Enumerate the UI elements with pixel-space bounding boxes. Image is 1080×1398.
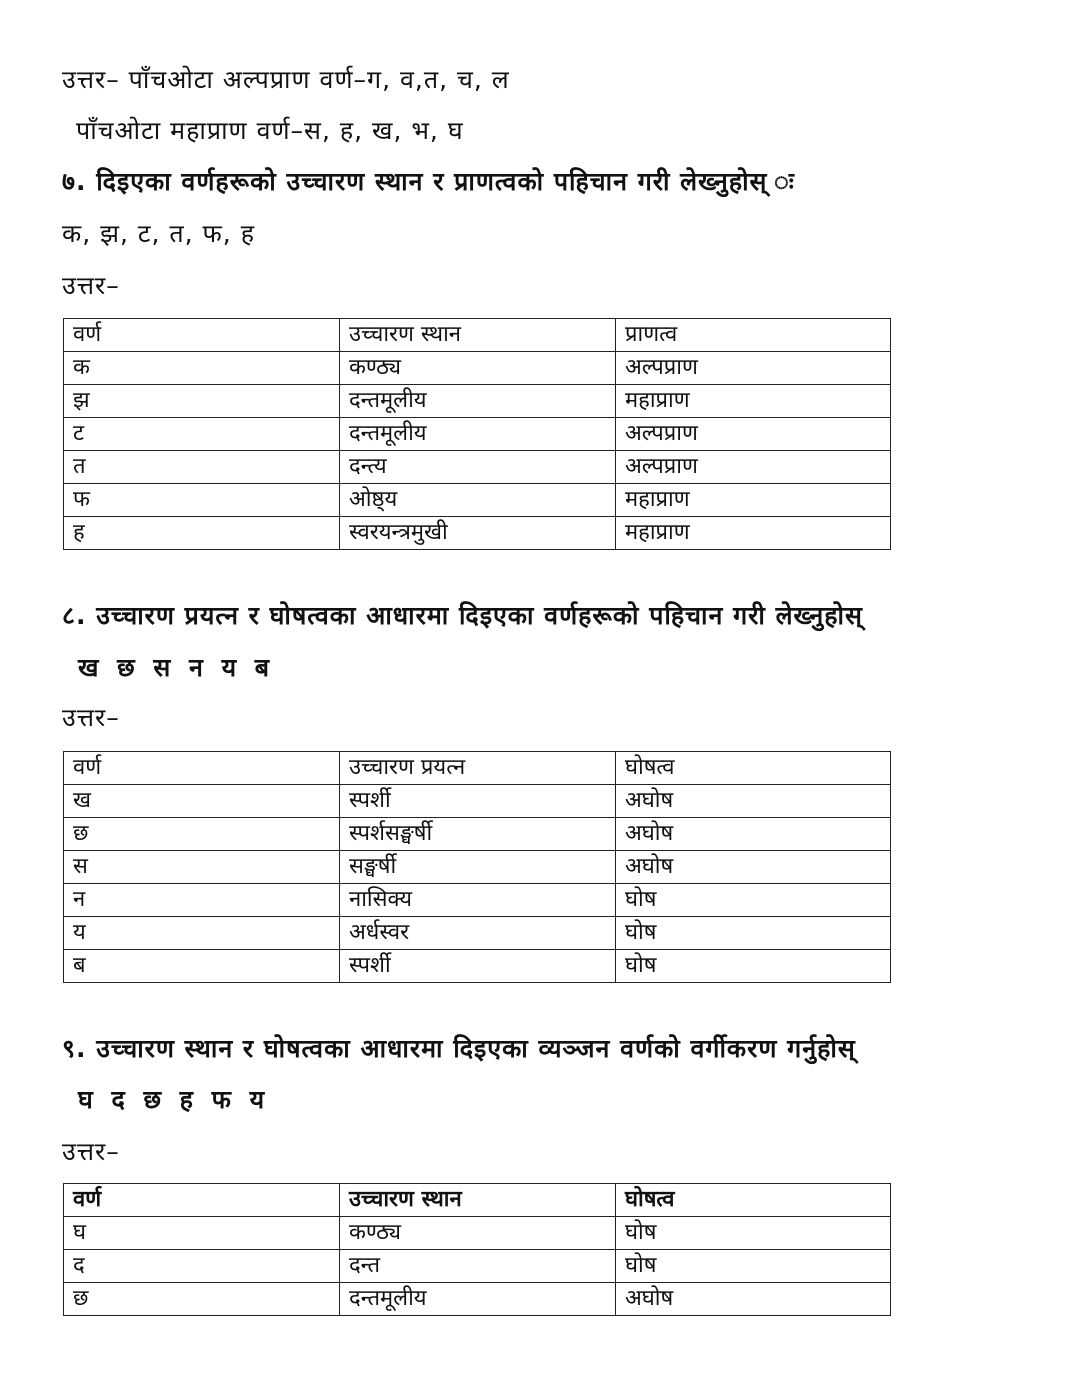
table-cell: महाप्राण: [616, 484, 891, 517]
table-row: [64, 517, 891, 550]
table-cell: महाप्राण: [616, 385, 891, 418]
table-row: [64, 352, 891, 385]
table-header-row: [64, 752, 891, 785]
table-cell: अघोष: [616, 785, 891, 818]
table-row: [64, 785, 891, 818]
table-row: [64, 418, 891, 451]
table-cell: झ: [64, 385, 340, 418]
table-cell: स्पर्शसङ्घर्षी: [340, 818, 616, 851]
header-cell: वर्ण: [64, 1184, 340, 1217]
header-cell: घोषत्व: [616, 1184, 891, 1217]
header-cell: वर्ण: [64, 319, 340, 352]
header-cell: उच्चारण स्थान: [340, 319, 616, 352]
table-cell: नासिक्य: [340, 884, 616, 917]
table-header-row: [64, 1184, 891, 1217]
table-cell: घोष: [616, 884, 891, 917]
table-row: [64, 917, 891, 950]
table-cell: महाप्राण: [616, 517, 891, 550]
table-cell: न: [64, 884, 340, 917]
table-cell: अघोष: [616, 1283, 891, 1316]
table-row: [64, 818, 891, 851]
intro-answer-line: उत्तर– पाँचओटा अल्पप्राण वर्ण–ग, व,त, च, ल: [62, 65, 510, 94]
table-row: [64, 451, 891, 484]
table-cell: अल्पप्राण: [616, 418, 891, 451]
question-9-letters: घ द छ ह फ य: [78, 1085, 266, 1114]
table-cell: घोष: [616, 1217, 891, 1250]
question-8-letters: ख छ स न य ब: [78, 653, 271, 682]
table-row: [64, 884, 891, 917]
table-cell: घोष: [616, 917, 891, 950]
header-cell: प्राणत्व: [616, 319, 891, 352]
header-cell: उच्चारण प्रयत्न: [340, 752, 616, 785]
table-cell: छ: [64, 1283, 340, 1316]
table-q8: [63, 751, 891, 983]
table-cell: दन्त्य: [340, 451, 616, 484]
table-cell: दन्त: [340, 1250, 616, 1283]
table-cell: ओष्ठ्य: [340, 484, 616, 517]
table-header-row: [64, 319, 891, 352]
question-8-answer-label: उत्तर–: [62, 703, 120, 732]
table-cell: फ: [64, 484, 340, 517]
table-row: [64, 385, 891, 418]
question-7: ७. दिइएका वर्णहरूको उच्चारण स्थान र प्राणत्वको पहिचान गरी लेख्नुहोस् ः: [62, 167, 795, 196]
table-cell: अघोष: [616, 818, 891, 851]
table-cell: कण्ठ्य: [340, 1217, 616, 1250]
table-cell: छ: [64, 818, 340, 851]
table-row: [64, 1217, 891, 1250]
table-cell: दन्तमूलीय: [340, 1283, 616, 1316]
table-cell: दन्तमूलीय: [340, 418, 616, 451]
table-cell: दन्तमूलीय: [340, 385, 616, 418]
table-cell: ख: [64, 785, 340, 818]
table-cell: ह: [64, 517, 340, 550]
table-cell: सङ्घर्षी: [340, 851, 616, 884]
table-cell: य: [64, 917, 340, 950]
table-cell: स्पर्शी: [340, 950, 616, 983]
question-8: ८. उच्चारण प्रयत्न र घोषत्वका आधारमा दिइएका वर्णहरूको पहिचान गरी लेख्नुहोस्: [62, 601, 863, 630]
table-cell: अर्धस्वर: [340, 917, 616, 950]
table-row: [64, 950, 891, 983]
table-q9: [63, 1183, 891, 1316]
question-7-answer-label: उत्तर–: [62, 271, 120, 300]
table-row: [64, 1283, 891, 1316]
table-row: [64, 484, 891, 517]
header-cell: उच्चारण स्थान: [340, 1184, 616, 1217]
header-cell: वर्ण: [64, 752, 340, 785]
intro-second-line: पाँचओटा महाप्राण वर्ण–स, ह, ख, भ, घ: [76, 116, 464, 145]
table-cell: ब: [64, 950, 340, 983]
table-cell: क: [64, 352, 340, 385]
question-7-letters: क, झ, ट, त, फ, ह: [62, 219, 255, 248]
table-cell: अल्पप्राण: [616, 352, 891, 385]
question-9-answer-label: उत्तर–: [62, 1137, 120, 1166]
table-cell: घोष: [616, 950, 891, 983]
table-cell: स्पर्शी: [340, 785, 616, 818]
question-9: ९. उच्चारण स्थान र घोषत्वका आधारमा दिइएका व्यञ्जन वर्णको वर्गीकरण गर्नुहोस्: [62, 1034, 856, 1063]
table-cell: द: [64, 1250, 340, 1283]
table-row: [64, 1250, 891, 1283]
table-q7: [63, 318, 891, 550]
table-cell: स: [64, 851, 340, 884]
table-cell: अघोष: [616, 851, 891, 884]
table-cell: कण्ठ्य: [340, 352, 616, 385]
table-row: [64, 851, 891, 884]
header-cell: घोषत्व: [616, 752, 891, 785]
table-cell: अल्पप्राण: [616, 451, 891, 484]
table-cell: घ: [64, 1217, 340, 1250]
table-cell: ट: [64, 418, 340, 451]
table-cell: त: [64, 451, 340, 484]
table-cell: घोष: [616, 1250, 891, 1283]
table-cell: स्वरयन्त्रमुखी: [340, 517, 616, 550]
